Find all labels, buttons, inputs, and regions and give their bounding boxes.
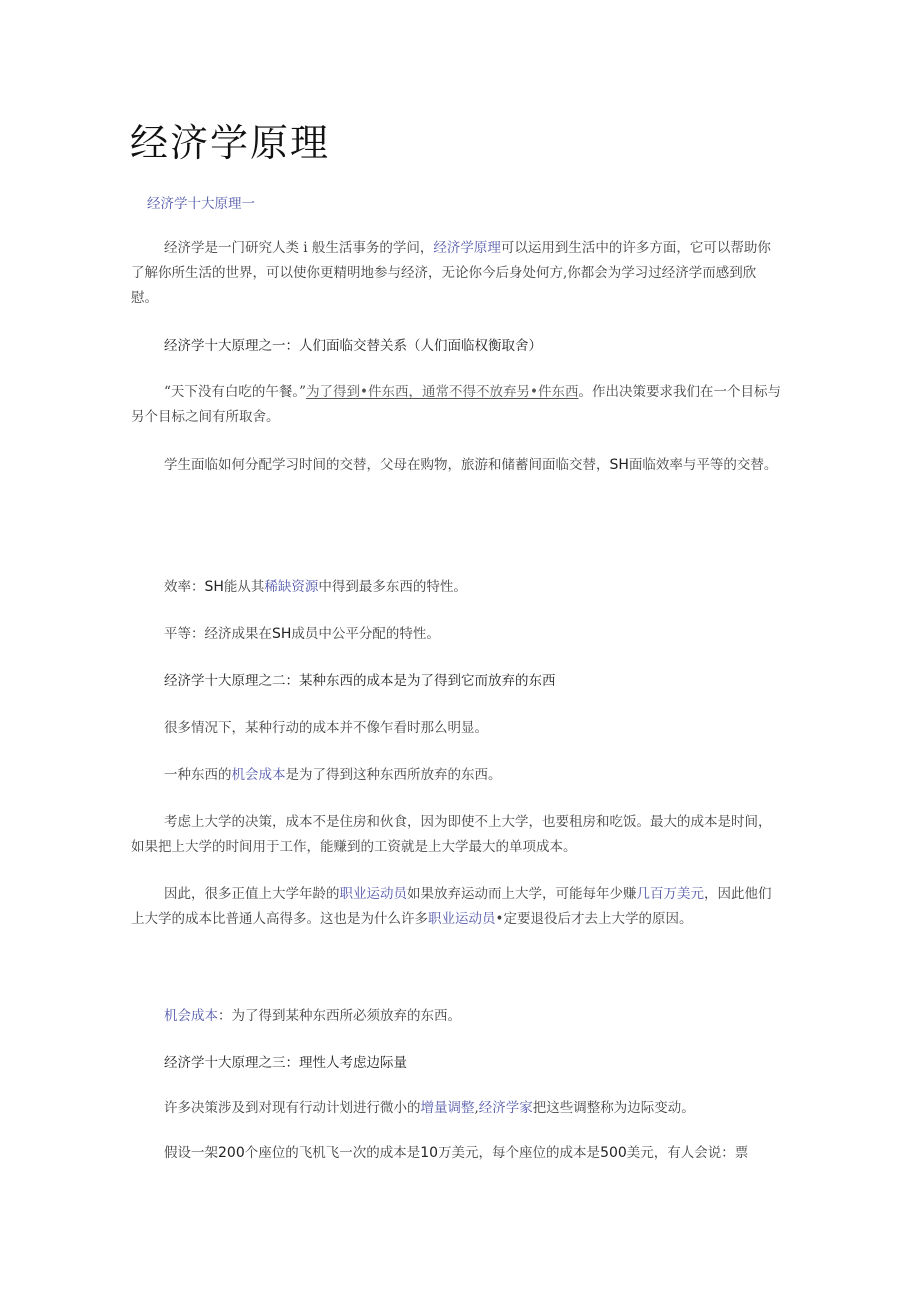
marginal-text-c: 把这些调整称为边际变动。	[532, 1100, 695, 1116]
airplane-example-sentence	[164, 1143, 748, 1163]
economics-principles-link[interactable]: 经济学原理	[433, 240, 501, 256]
principle-1-example-paragraph	[131, 453, 781, 478]
opportunity-cost-link[interactable]: 机会成本	[231, 767, 286, 783]
airplane-text-d: 美元，有人会说：票	[626, 1145, 749, 1161]
millions-dollars-link[interactable]: 几百万美元	[636, 886, 704, 902]
opportunity-cost-sentence	[164, 765, 502, 785]
section-subtitle[interactable]: 经济学十大原理一	[147, 196, 255, 212]
principle-1-heading: 经济学十大原理之一：人们面临交替关系（人们面临权衡取舍）	[164, 338, 542, 354]
pro-athlete-link-1[interactable]: 职业运动员	[339, 886, 407, 902]
principle-3-heading: 经济学十大原理之三：理性人考虑边际量	[164, 1055, 407, 1071]
marginal-change-sentence	[164, 1098, 695, 1118]
athletes-text-b: 如果放弃运动而上大学，可能每年少赚	[407, 886, 637, 902]
seat-count: 200	[218, 1145, 245, 1161]
marginal-text-a: 许多决策涉及到对现有行动计划进行微小的	[164, 1100, 421, 1116]
page-title: 经济学原理	[130, 121, 331, 165]
airplane-text-c: 万美元，每个座位的成本是	[438, 1145, 601, 1161]
example-sh: SH	[609, 457, 629, 473]
principle-2-heading: 经济学十大原理之二：某种东西的成本是为了得到它而放弃的东西	[164, 673, 556, 689]
flight-cost: 10	[420, 1145, 439, 1161]
equality-definition	[164, 624, 440, 644]
efficiency-sh: SH	[204, 579, 224, 595]
efficiency-text-c: 中得到最多东西的特性。	[318, 579, 467, 595]
athletes-paragraph	[131, 882, 781, 932]
athletes-text-d: •定要退役后才去上大学的原因。	[495, 911, 693, 927]
opportunity-cost-definition-text: ：为了得到某种东西所必须放弃的东西。	[218, 1008, 461, 1024]
intro-paragraph	[131, 236, 781, 311]
opportunity-cost-definition	[164, 1006, 461, 1026]
equality-sh: SH	[272, 626, 292, 642]
example-text-b: 面临效率与平等的交替。	[628, 457, 778, 473]
athletes-text-a: 因此，很多正值上大学年龄的	[164, 886, 340, 902]
quote-text: “天下没有白吃的午餐。”	[164, 384, 307, 400]
pro-athlete-link-2[interactable]: 职业运动员	[428, 911, 496, 927]
airplane-text-b: 个座位的飞机飞一次的成本是	[244, 1145, 421, 1161]
tradeoff-underlined-text: 为了得到•件东西，通常不得不放弃另•件东西	[306, 384, 579, 400]
example-text-a: 学生面临如何分配学习时间的交替，父母在购物，旅游和储蓄间面临交替，	[164, 457, 610, 473]
opportunity-text-b: 是为了得到这种东西所放弃的东西。	[285, 767, 502, 783]
opportunity-cost-term-link[interactable]: 机会成本	[164, 1008, 218, 1024]
efficiency-label: 效率：	[164, 579, 205, 595]
marginal-comma: ,	[474, 1100, 479, 1116]
principle-2-paragraph-1: 很多情况下，某种行动的成本并不像乍看时那么明显。	[164, 720, 488, 736]
scarce-resources-link[interactable]: 稀缺资源	[264, 579, 319, 595]
college-decision-paragraph: 考虑上大学的决策，成本不是住房和伙食，因为即使不上大学，也要租房和吃饭。最大的成本是时间，如果把上大学的时间用于工作，能赚到的工资就是上大学最大的单项成本。	[131, 814, 772, 855]
economist-link[interactable]: 经济学家	[478, 1100, 533, 1116]
equality-text-b: 成员中公平分配的特性。	[291, 626, 440, 642]
efficiency-definition	[164, 577, 467, 597]
opportunity-text-a: 一种东西的	[164, 767, 232, 783]
principle-1-quote-paragraph	[131, 380, 781, 430]
airplane-text-a: 假设一架	[164, 1145, 218, 1161]
seat-cost: 500	[600, 1145, 627, 1161]
intro-text-c: 可以运用到生活中的许多方面，它可以帮助你了解你所生活的世界，可以使你更精明地参与经济，无论你今后身处何方,你都会为学习过经济学而感到欣慰。	[131, 240, 771, 306]
incremental-adjustment-link[interactable]: 增量调整	[420, 1100, 475, 1116]
quote-explanation: 。作出决策要求我们在一个目标与另个目标之间有所取舍。	[131, 384, 781, 425]
efficiency-text-b: 能从其	[223, 579, 265, 595]
equality-text-a: 平等：经济成果在	[164, 626, 272, 642]
athletes-text-c: ，因此他们上大学的成本比普通人高得多。这也是为什么许多	[131, 886, 772, 927]
intro-text-a: 经济学是一门研究人类 i 般生活事务的学问，	[164, 240, 434, 256]
